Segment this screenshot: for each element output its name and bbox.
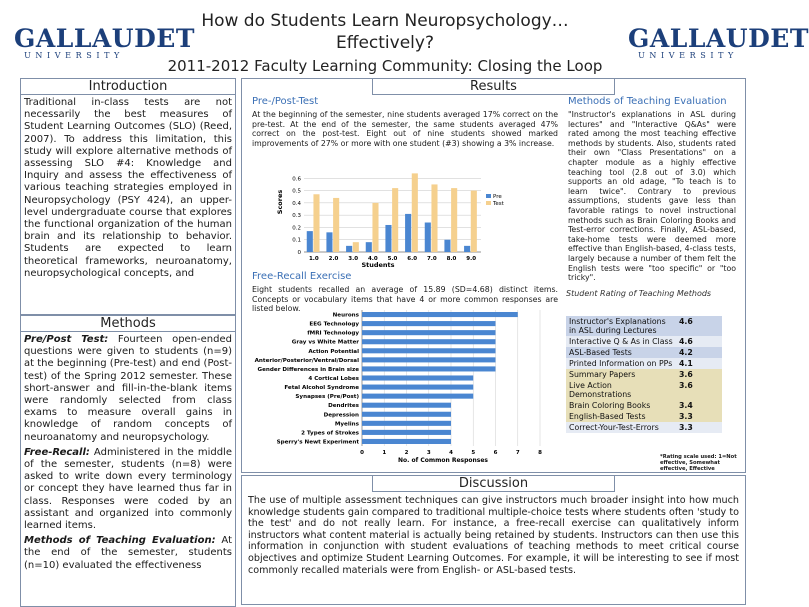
bar-test-2 <box>333 198 339 252</box>
bar-pre-5 <box>385 225 391 252</box>
introduction-text: Traditional in-class tests are not necessarily the best measures of Student Learning Outcomes (SLO) (Reed, 2007). To address this limitation, this study will explore alternative methods of assessing SLO #4: Knowledge and Inquiry and assess the effectiveness of various teaching strategies employed in Neuropsychology (PSY 424), an upper-level undergraduate course that explores the functional organization of the human brain and its relationship to behavior. Students are expected to learn theoretical frameworks, neuroanatomy, neuropsychological concepts, and <box>24 97 232 279</box>
x-tick-label: 2 <box>404 450 409 456</box>
legend-label-pre: Pre <box>493 194 502 200</box>
y-tick-label: 0.1 <box>292 237 301 244</box>
bar-recall-item-11 <box>362 403 451 408</box>
legend-swatch-test <box>486 201 491 205</box>
freerecall-heading: Free-Recall Exercise <box>252 271 352 282</box>
prepost-x-axis-label: Students <box>361 261 395 269</box>
bar-pre-2 <box>326 232 332 252</box>
rating-value: 3.3 <box>679 423 693 432</box>
x-tick-label: 3.0 <box>348 256 359 262</box>
y-tick-label: 0.3 <box>292 213 301 220</box>
poster-title <box>150 10 620 54</box>
prepost-heading: Pre-/Post-Test <box>252 96 319 107</box>
y-category-label: fMRI Technology <box>307 330 359 337</box>
y-tick-label: 0.2 <box>292 225 301 232</box>
title-line-1: How do Students Learn Neuropsychology… <box>201 11 569 31</box>
bar-recall-item-3 <box>362 330 496 335</box>
bar-pre-9 <box>464 246 470 252</box>
rating-method: Brain Coloring Books <box>569 401 651 410</box>
prepost-text: Fourteen open-ended questions were given to students (n=9) at the beginning (Pre-test) and end (Post-test) of the Spring 2012 semester. These short-answer and fill-in-the-blank items were randomly selected from class exams to measure overall gains in knowledge of random concepts of neuroanatomy and neuropsychology. <box>24 334 232 443</box>
gallaudet-logo-left <box>14 24 195 60</box>
bar-recall-item-6 <box>362 357 496 362</box>
freerecall-x-axis-label: No. of Common Responses <box>397 457 489 464</box>
y-category-label: Fetal Alcohol Syndrome <box>284 385 359 392</box>
legend-swatch-pre <box>486 194 491 198</box>
y-category-label: Depression <box>323 412 359 419</box>
prepost-y-axis-label: Scores <box>276 189 284 215</box>
discussion-panel <box>241 475 746 605</box>
y-tick-label: 0 <box>297 250 301 256</box>
x-tick-label: 9.0 <box>466 256 477 262</box>
x-tick-label: 4.0 <box>367 256 378 262</box>
ratings-table <box>566 316 722 433</box>
x-tick-label: 5 <box>471 450 476 456</box>
y-category-label: Anterior/Posterior/Ventral/Dorsal <box>254 357 359 364</box>
x-tick-label: 7.0 <box>426 256 437 262</box>
y-category-label: Myelins <box>334 421 359 428</box>
freerecall-text: Administered in the middle of the semester, students (n=8) were asked to write down every terminology or concept they have learned thus far in class. Responses were coded by an assistant and organized into commonly learned items. <box>24 446 232 532</box>
rating-method: Instructor's Explanations in ASL during Lectures <box>569 317 666 335</box>
bar-recall-item-15 <box>362 439 451 444</box>
table-row <box>566 400 722 411</box>
x-tick-label: 7 <box>515 450 520 456</box>
title-line-2: Effectively? <box>336 33 434 53</box>
table-row <box>566 369 722 380</box>
introduction-panel <box>20 78 236 315</box>
y-category-label: 4 Cortical Lobes <box>308 375 359 382</box>
rating-method: English-Based Tests <box>569 412 646 421</box>
bar-pre-1 <box>307 231 313 252</box>
y-category-label: Gray vs White Matter <box>291 339 359 346</box>
discussion-heading: Discussion <box>372 476 615 492</box>
results-heading: Results <box>372 79 615 95</box>
bar-pre-6 <box>405 214 411 252</box>
methods-heading: Methods <box>21 316 235 332</box>
table-row <box>566 422 722 433</box>
y-category-label: Synapses (Pre/Post) <box>295 394 359 401</box>
x-tick-label: 1.0 <box>308 256 319 262</box>
bar-recall-item-10 <box>362 394 473 399</box>
x-tick-label: 3 <box>426 450 431 456</box>
x-tick-label: 0 <box>360 450 364 456</box>
rating-value: 3.4 <box>679 401 693 410</box>
bar-test-5 <box>392 188 398 252</box>
rating-method: Live Action Demonstrations <box>569 381 632 399</box>
table-row <box>566 411 722 422</box>
methods-panel <box>20 315 236 607</box>
bar-test-6 <box>412 173 418 252</box>
bar-recall-item-8 <box>362 375 473 380</box>
rating-value: 4.1 <box>679 359 693 368</box>
y-category-label: 2 Types of Strokes <box>301 430 359 437</box>
y-category-label: Gender Differences in Brain size <box>257 366 359 373</box>
bar-test-1 <box>313 194 319 252</box>
y-category-label: EEG Technology <box>309 321 359 328</box>
bar-recall-item-2 <box>362 321 496 326</box>
freerecall-results-text: Eight students recalled an average of 15.89 (SD=4.68) distinct items. Concepts or vocabulary items that have 4 or more common responses are listed below. <box>252 285 558 314</box>
bar-recall-item-12 <box>362 412 451 417</box>
legend-label-test: Test <box>493 201 504 207</box>
table-row <box>566 380 722 400</box>
bar-test-9 <box>471 191 477 252</box>
ratings-table-title: Student Rating of Teaching Methods <box>566 289 712 298</box>
x-tick-label: 4 <box>449 450 453 456</box>
ratings-table-note: *Rating scale used: 1=Not effective, Somewhat effective, Effective <box>660 454 737 472</box>
bar-test-7 <box>431 184 437 252</box>
x-tick-label: 6.0 <box>407 256 418 262</box>
table-row <box>566 347 722 358</box>
logo-wordmark: GALLAUDET <box>14 24 195 53</box>
logo-university: UNIVERSITY <box>638 51 738 60</box>
bar-pre-4 <box>366 242 372 252</box>
gallaudet-logo-right <box>628 24 809 60</box>
bar-pre-7 <box>425 223 431 252</box>
rating-value: 3.6 <box>679 381 693 390</box>
bar-test-3 <box>353 242 359 252</box>
x-tick-label: 8 <box>538 450 542 456</box>
rating-method: Printed Information on PPs <box>569 359 673 368</box>
rating-value: 4.2 <box>679 348 693 357</box>
rating-value: 3.6 <box>679 370 693 379</box>
x-tick-label: 6 <box>493 450 498 456</box>
teaching-eval-label: Methods of Teaching Evaluation: <box>24 535 216 547</box>
poster-subtitle: 2011-2012 Faculty Learning Community: Closing the Loop <box>167 57 603 75</box>
y-category-label: Action Potential <box>308 348 359 355</box>
bar-recall-item-7 <box>362 366 496 371</box>
x-tick-label: 8.0 <box>446 256 457 262</box>
x-tick-label: 5.0 <box>387 256 398 262</box>
methods-text <box>21 332 235 572</box>
teaching-eval-text: At the end of the semester, students (n=10) evaluated the effectiveness <box>24 535 232 571</box>
teaching-eval-results-text: "Instructor's explanations in ASL during lectures" and "Interactive Q&As" were rated among the most teaching effective methods by students. Also, students rated their own "Class Presentations" on a chapter module as a highly effective teaching tool (2.8 out of 3.0) which supports an old adage, "To teach is to learn twice". Contrary to previous assumptions, students gave less than favorable ratings to novel instructional methods such as Brain Coloring Books and Test-error corrections. Finally, ASL-based, take-home tests were deemed more effective than English-based, 4-class tests, largely because a number of them felt the English tests were "too specific" or "too tricky". <box>568 110 736 283</box>
bar-recall-item-14 <box>362 430 451 435</box>
bar-recall-item-4 <box>362 339 496 344</box>
table-row <box>566 336 722 347</box>
y-tick-label: 0.6 <box>292 176 301 183</box>
y-category-label: Sperry's Newt Experiment <box>276 439 359 446</box>
bar-recall-item-9 <box>362 385 473 390</box>
bar-recall-item-13 <box>362 421 451 426</box>
y-tick-label: 0.5 <box>292 188 301 195</box>
teaching-eval-heading: Methods of Teaching Evaluation <box>568 96 727 107</box>
y-tick-label: 0.4 <box>292 200 301 207</box>
bar-recall-item-5 <box>362 348 496 353</box>
prepost-legend <box>486 194 505 207</box>
prepost-results-text: At the beginning of the semester, nine students averaged 17% correct on the pre-test. At the end of the semester, the same students averaged 47% correct on the post-test. Eight out of nine students showed marked improvements of 27% or more with one student (#3) showing a 3% increase. <box>252 110 558 148</box>
discussion-text: The use of multiple assessment techniques can give instructors much broader insight into how much knowledge students gain compared to traditional multiple-choice tests where students often 'study to the test' and do not really learn. For instance, a free-recall exercise can qualitatively inform instructors what content material is actually being retained by students. Instructors can then use this information in conjunction with student evaluations of teaching methods to meet critical course objectives and optimize Student Learning Outcomes. For example, it will be interesting to see if most commonly recalled materials were from English- or ASL-based tests. <box>248 495 739 576</box>
bar-recall-item-1 <box>362 312 518 317</box>
y-category-label: Dendrites <box>328 403 359 410</box>
bar-pre-8 <box>444 240 450 252</box>
bar-test-8 <box>451 188 457 252</box>
x-tick-label: 2.0 <box>328 256 339 262</box>
y-category-label: Neurons <box>332 312 359 319</box>
introduction-heading: Introduction <box>21 79 235 95</box>
prepost-chart <box>276 162 536 270</box>
logo-university: UNIVERSITY <box>24 51 124 60</box>
rating-method: Summary Papers <box>569 370 636 379</box>
rating-method: Interactive Q & As in Class <box>569 337 673 346</box>
x-tick-label: 1 <box>382 450 387 456</box>
rating-method: Correct-Your-Test-Errors <box>569 423 659 432</box>
freerecall-chart <box>250 308 550 468</box>
table-row <box>566 316 722 336</box>
prepost-label: Pre/Post Test: <box>24 334 109 345</box>
rating-value: 3.3 <box>679 412 693 421</box>
rating-value: 4.6 <box>679 317 693 326</box>
rating-value: 4.6 <box>679 337 693 346</box>
freerecall-label: Free-Recall: <box>24 446 90 458</box>
bar-pre-3 <box>346 246 352 252</box>
bar-test-4 <box>372 203 378 252</box>
table-row <box>566 358 722 369</box>
rating-method: ASL-Based Tests <box>569 348 632 357</box>
logo-wordmark: GALLAUDET <box>628 24 809 53</box>
